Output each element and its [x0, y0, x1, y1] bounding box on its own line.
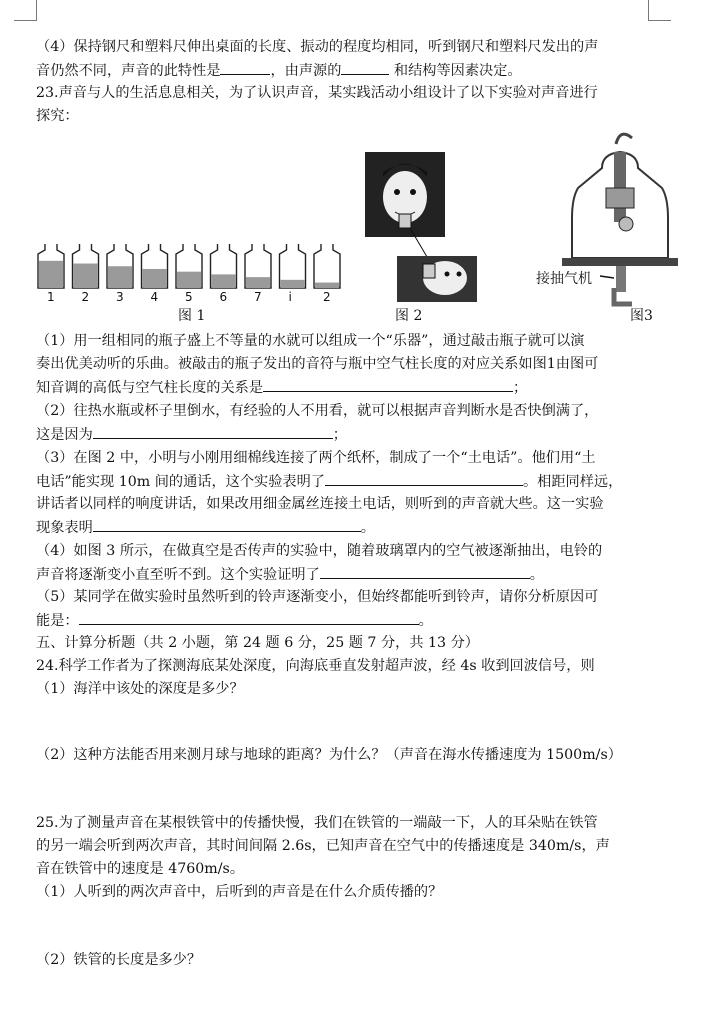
text-line: 知音调的高低与空气柱长度的关系是 ； [36, 377, 527, 398]
jar-base-icon [562, 258, 678, 266]
bottle-label: i [288, 290, 292, 304]
bottle-label: 7 [254, 290, 262, 304]
water-level [143, 269, 167, 288]
answer-blank[interactable] [220, 60, 270, 75]
bottle-1 [38, 244, 64, 288]
pump-label: 接抽气机 [536, 271, 592, 287]
text-line: 现象表明 。 [36, 517, 375, 538]
water-level [212, 274, 236, 288]
answer-blank[interactable] [93, 517, 361, 532]
bottle-6 [211, 244, 237, 288]
text-line: （2）往热水瓶或杯子里倒水，有经验的人不用看，就可以根据声音判断水是否快倒满了， [36, 403, 599, 419]
paper-cup-icon [399, 214, 411, 228]
pump-pipe-icon [616, 266, 626, 292]
text-line: 音仍然不同，声音的此特性是 ，由声源的 和结构等因素决定。 [36, 60, 522, 81]
bottle-label: 4 [150, 290, 159, 304]
bottles-drawing [36, 238, 352, 298]
bottle-9 [314, 244, 340, 288]
text-line: （3）在图 2 中，小明与小刚用细棉线连接了两个纸杯，制成了一个“土电话”。他们用“土 [36, 450, 596, 466]
bottle-label: 1 [47, 290, 55, 304]
electric-bell-icon [606, 188, 634, 208]
question-24-2: （2）这种方法能否用来测月球与地球的距离？为什么？（声音在海水传播速度为 1500m/s） [36, 747, 622, 763]
answer-blank[interactable] [93, 424, 333, 439]
text-line: （5）某同学在做实验时虽然听到的铃声逐渐变小，但始终都能听到铃声，请你分析原因可 [36, 589, 599, 605]
text-line: 这是因为 ； [36, 424, 347, 445]
text-line: 奏出优美动听的乐曲。被敲击的瓶子发出的音符与瓶中空气柱长度的对应关系如图1由图可 [36, 356, 599, 372]
figure-2-string-telephone [355, 152, 480, 302]
bottle-label: 3 [116, 290, 124, 304]
text-line: 探究： [36, 108, 79, 124]
question-25: 25.为了测量声音在某根铁管中的传播快慢，我们在铁管的一端敲一下，人的耳朵贴在铁管 [36, 815, 598, 831]
bottle-label: 2 [323, 290, 331, 304]
bottle-4 [142, 244, 168, 288]
water-level [281, 280, 305, 288]
answer-blank[interactable] [263, 377, 513, 392]
answer-blank[interactable] [79, 610, 419, 625]
figure-2-caption: 图 2 [395, 308, 423, 324]
wire-icon [616, 134, 632, 144]
bottle-3 [107, 244, 133, 288]
crop-mark-top-left [14, 0, 37, 21]
figure-1-caption: 图 1 [178, 308, 206, 324]
text-line: （4）如图 3 所示，在做真空是否传声的实验中，随着玻璃罩内的空气被逐渐抽出，电铃的 [36, 543, 603, 559]
bottle-label: 2 [81, 290, 90, 304]
section-heading: 五、计算分析题（共 2 小题，第 24 题 6 分，25 题 7 分，共 13 分） [36, 635, 479, 651]
water-level [246, 277, 270, 288]
answer-blank[interactable] [320, 564, 530, 579]
text-line: 音在铁管中的速度是 4760m/s。 [36, 861, 245, 877]
text-line: 讲话者以同样的响度讲话，如果改用细金属丝连接土电话，则听到的声音就大些。这一实验 [36, 496, 604, 512]
answer-blank[interactable] [325, 471, 523, 486]
question-23: 23.声音与人的生活息息相关，为了认识声音，某实践活动小组设计了以下实验对声音进行 [36, 85, 598, 101]
bottle-7 [245, 244, 271, 288]
bottle-label: 5 [185, 290, 193, 304]
text-line: 能是： 。 [36, 610, 433, 631]
text-line: 的另一端会听到两次声音，其时间间隔 2.6s，已知声音在空气中的传播速度是 340m/s，声 [36, 838, 610, 854]
bottle-2 [73, 244, 99, 288]
text-line: （1）用一组相同的瓶子盛上不等量的水就可以组成一个“乐器”，通过敲击瓶子就可以演 [36, 333, 585, 349]
question-24-1: （1）海洋中该处的深度是多少？ [36, 681, 244, 697]
pointer-arrow-icon [600, 276, 614, 278]
question-24: 24.科学工作者为了探测海底某处深度，向海底垂直发射超声波，经 4s 收到回波信号，则 [36, 658, 595, 674]
question-25-2: （2）铁管的长度是多少？ [36, 952, 202, 968]
text-line: 电话”能实现 10m 间的通话，这个实验表明了 。相距同样远， [36, 471, 622, 492]
water-level [74, 264, 98, 288]
answer-blank[interactable] [341, 60, 389, 75]
bottle-8 [280, 244, 306, 288]
water-level [108, 266, 132, 288]
water-level [177, 272, 201, 288]
water-level [315, 283, 339, 288]
text-line: 声音将逐渐变小直至听不到。这个实验证明了 。 [36, 564, 544, 585]
bottle-label: 6 [219, 290, 228, 304]
text-line: （4）保持钢尺和塑料尺伸出桌面的长度、振动的程度均相同，听到钢尺和塑料尺发出的声 [36, 39, 599, 55]
crop-mark-top-right [648, 0, 671, 21]
bell-rod-icon [614, 152, 626, 222]
bottle-5 [176, 244, 202, 288]
figure-3-caption: 图3 [630, 308, 653, 324]
question-25-1: （1）人听到的两次声音中，后听到的声音是在什么介质传播的？ [36, 884, 443, 900]
water-level [39, 261, 63, 288]
